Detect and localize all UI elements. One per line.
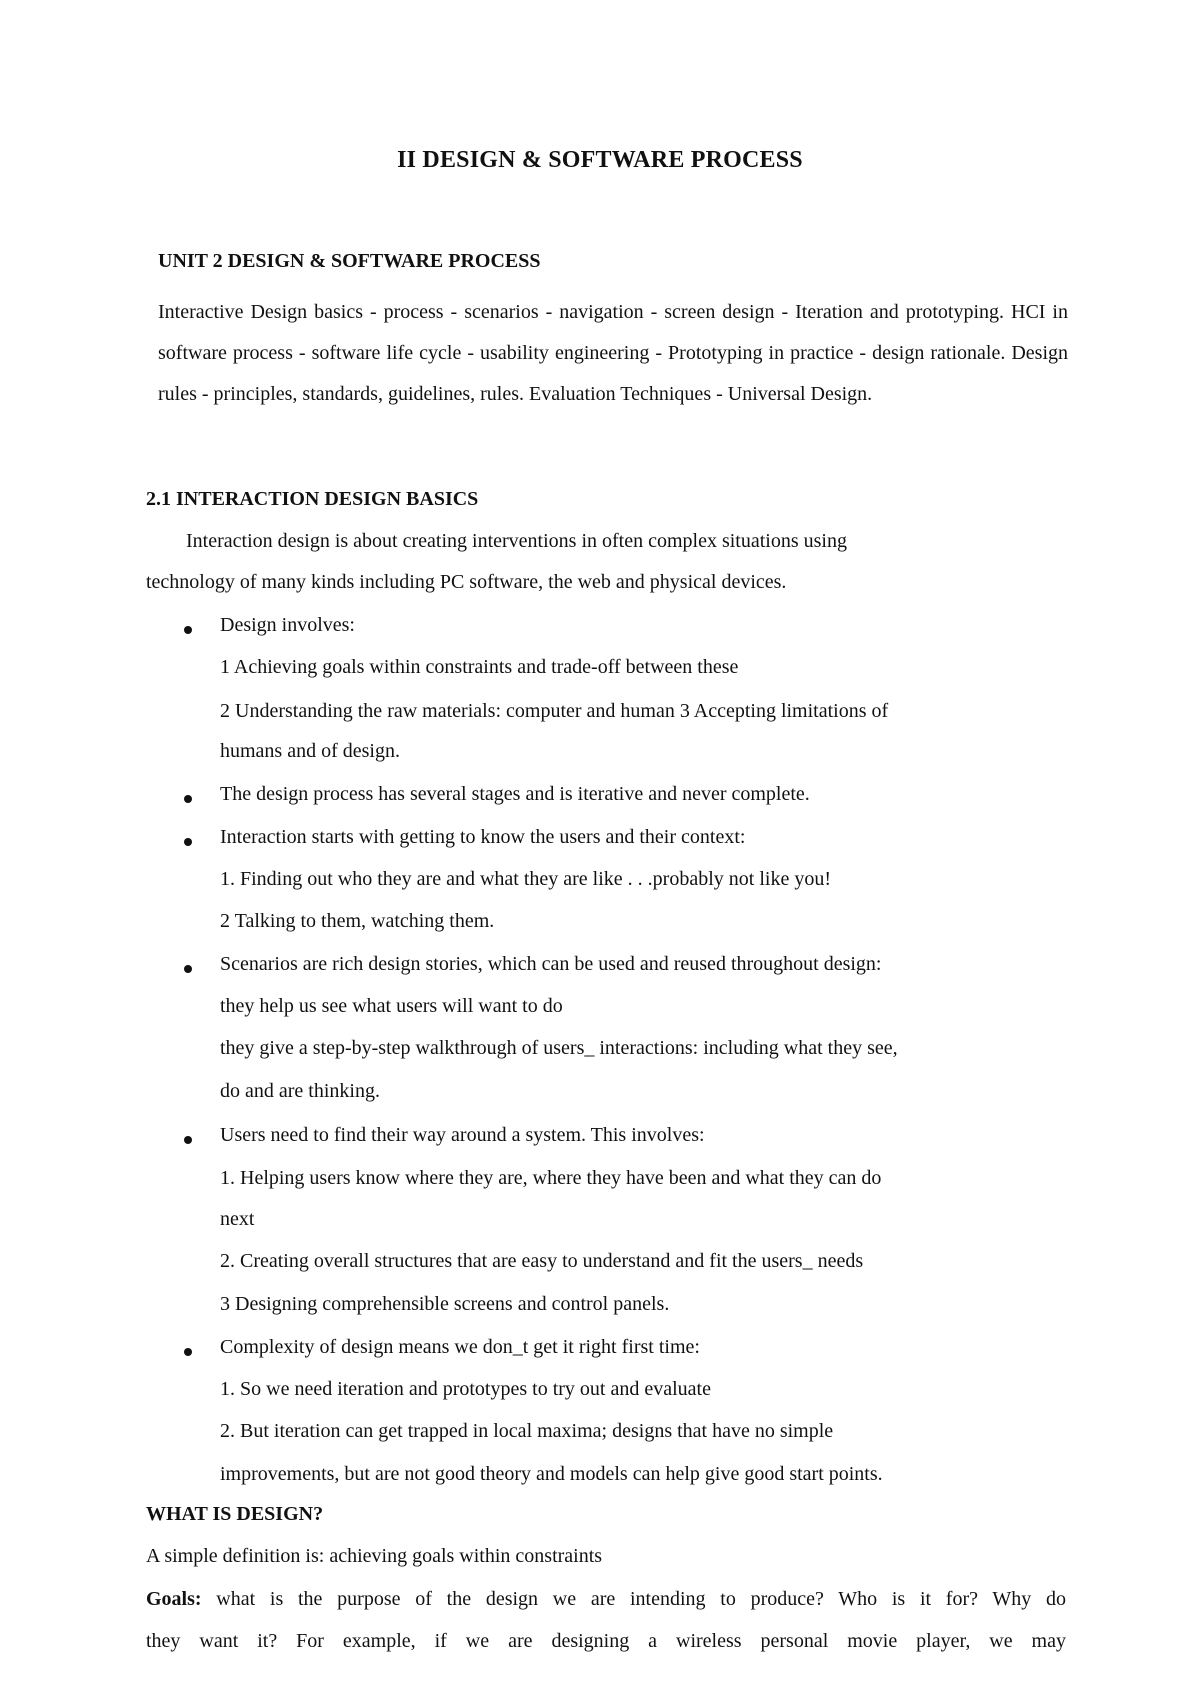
bullet-1-sub-1: 1 Achieving goals within constraints and trade-off between these <box>220 656 739 678</box>
bullet-5-sub-1: 1. Helping users know where they are, where they have been and what they can do <box>220 1167 882 1189</box>
design-definition: A simple definition is: achieving goals within constraints <box>146 1545 603 1567</box>
goals-line-2: they want it? For example, if we are designing a wireless personal movie player, we may <box>146 1630 1066 1652</box>
bullet-4-sub-1: they help us see what users will want to do <box>220 995 563 1017</box>
bullet-6-sub-2: 2. But iteration can get trapped in local maxima; designs that have no simple <box>220 1420 834 1442</box>
goals-text-1: what is the purpose of the design we are intending to produce? Who is it for? Why do <box>201 1588 1066 1610</box>
bullet-1-sub-3: humans and of design. <box>220 740 400 762</box>
goals-line-1 <box>146 1588 1066 1611</box>
goals-label: Goals: <box>146 1588 202 1610</box>
intro-line-1: Interaction design is about creating interventions in often complex situations using <box>186 530 847 552</box>
syllabus-paragraph: Interactive Design basics - process - scenarios - navigation - screen design - Iteration and prototyping. HCI in software process - software life cycle - usability engineering - Prototyping in practice - design rationale. Design rules - principles, standards, guidelines, rules. Evaluation Techniques - Universal Design. <box>158 301 1068 405</box>
what-is-design-heading: WHAT IS DESIGN? <box>146 1503 324 1525</box>
bullet-1-sub-2: 2 Understanding the raw materials: computer and human 3 Accepting limitations of <box>220 700 889 722</box>
bullet-icon <box>184 838 192 846</box>
intro-line-2: technology of many kinds including PC software, the web and physical devices. <box>146 571 787 593</box>
bullet-2-text: The design process has several stages and is iterative and never complete. <box>220 783 810 805</box>
bullet-4-sub-3: do and are thinking. <box>220 1080 380 1102</box>
bullet-3-sub-2: 2 Talking to them, watching them. <box>220 910 495 932</box>
bullet-1-text: Design involves: <box>220 614 355 636</box>
bullet-6-sub-3: improvements, but are not good theory and models can help give good start points. <box>220 1463 883 1485</box>
bullet-icon <box>184 795 192 803</box>
bullet-icon <box>184 1136 192 1144</box>
document-title: II DESIGN & SOFTWARE PROCESS <box>397 147 803 173</box>
unit-heading: UNIT 2 DESIGN & SOFTWARE PROCESS <box>158 250 541 272</box>
bullet-5-sub-4: 3 Designing comprehensible screens and control panels. <box>220 1293 670 1315</box>
bullet-3-text: Interaction starts with getting to know the users and their context: <box>220 826 746 848</box>
bullet-6-sub-1: 1. So we need iteration and prototypes to try out and evaluate <box>220 1378 711 1400</box>
bullet-5-sub-3: 2. Creating overall structures that are easy to understand and fit the users_ needs <box>220 1250 864 1272</box>
section-heading: 2.1 INTERACTION DESIGN BASICS <box>146 488 479 510</box>
bullet-3-sub-1: 1. Finding out who they are and what they are like . . .probably not like you! <box>220 868 831 890</box>
bullet-icon <box>184 626 192 634</box>
bullet-icon <box>184 965 192 973</box>
bullet-5-sub-2: next <box>220 1208 255 1230</box>
bullet-4-text: Scenarios are rich design stories, which can be used and reused throughout design: <box>220 953 882 975</box>
bullet-5-text: Users need to find their way around a system. This involves: <box>220 1124 705 1146</box>
bullet-6-text: Complexity of design means we don_t get it right first time: <box>220 1336 700 1358</box>
bullet-4-sub-2: they give a step-by-step walkthrough of users_ interactions: including what they see, <box>220 1037 898 1059</box>
bullet-icon <box>184 1348 192 1356</box>
